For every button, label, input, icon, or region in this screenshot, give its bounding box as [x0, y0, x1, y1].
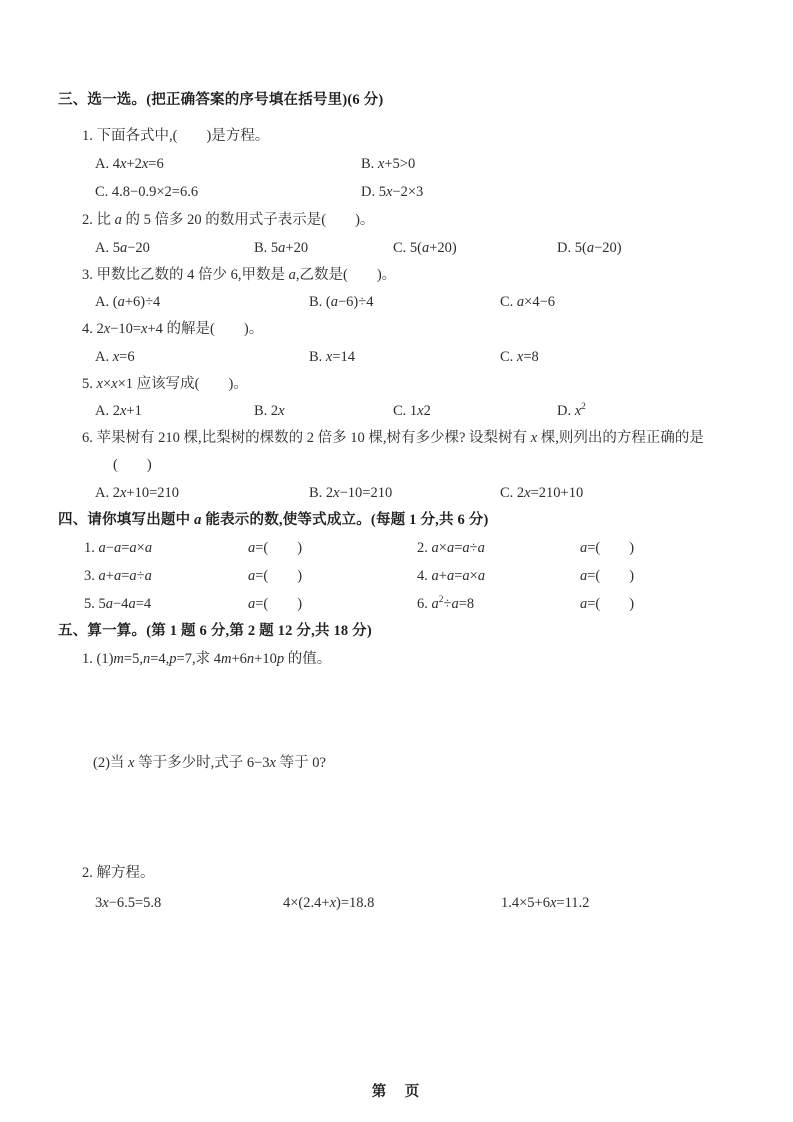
q4-option-c: C. x=8 — [500, 349, 539, 365]
fill-item-4-answer-blank: a=( ) — [580, 568, 635, 584]
calc-q2-label: 2. 解方程。 — [82, 865, 155, 881]
q6-option-a: A. 2x+10=210 — [95, 485, 180, 501]
q6-options-row — [95, 483, 761, 503]
q6-option-c: C. 2x=210+10 — [500, 485, 584, 501]
calc-q1-part1: 1. (1)m=5,n=4,p=7,求 4m+6n+10p 的值。 — [82, 651, 332, 667]
fill-item-6-equation: 6. $a^2\div a=8$ — [417, 595, 475, 612]
fill-item-1-answer-blank: a=( ) — [248, 540, 303, 556]
q1-option-c: C. 4.8−0.9×2=6.6 — [95, 184, 199, 200]
solve-equation-3: 1.4×5+6x=11.2 — [501, 895, 590, 911]
q1-stem: 1. 下面各式中,( )是方程。 — [82, 128, 270, 144]
q3-option-a: A. (a+6)÷4 — [95, 294, 161, 310]
q1-options-row-1 — [95, 154, 761, 174]
fill-row-3 — [84, 594, 762, 614]
section-five-title: 五、算一算。(第 1 题 6 分,第 2 题 12 分,共 18 分) — [58, 623, 372, 639]
fill-item-3-answer-blank: a=( ) — [248, 568, 303, 584]
q1-option-b: B. x+5>0 — [361, 156, 416, 172]
fill-item-2-answer-blank: a=( ) — [580, 540, 635, 556]
q3-option-b: B. (a−6)÷4 — [309, 294, 374, 310]
q6-stem: 6. 苹果树有 210 棵,比梨树的棵数的 2 倍多 10 棵,树有多少棵? 设梨树有 x 棵,则列出的方程正确的是 — [82, 430, 704, 446]
solve-equation-1: 3x−6.5=5.8 — [95, 895, 162, 911]
q3-options-row — [95, 292, 761, 312]
q3-option-c: C. a×4−6 — [500, 294, 556, 310]
q5-option-b: B. 2x — [254, 403, 285, 419]
q1-option-a: A. 4x+2x=6 — [95, 156, 164, 172]
q4-option-a: A. x=6 — [95, 349, 135, 365]
fill-item-3-equation: 3. a+a=a÷a — [84, 568, 152, 584]
fill-row-1 — [84, 538, 762, 558]
solve-equations-row — [95, 893, 761, 913]
q4-stem: 4. 2x−10=x+4 的解是( )。 — [82, 321, 264, 337]
fill-row-2 — [84, 566, 762, 586]
q2-option-b: B. 5a+20 — [254, 240, 309, 256]
fill-item-5-answer-blank: a=( ) — [248, 596, 303, 612]
fill-item-2-equation: 2. a×a=a÷a — [417, 540, 485, 556]
fill-item-4-equation: 4. a+a=a×a — [417, 568, 486, 584]
q5-option-d: D. $x^2$ — [557, 402, 586, 419]
q5-stem: 5. x×x×1 应该写成( )。 — [82, 376, 248, 392]
q1-option-d: D. 5x−2×3 — [361, 184, 424, 200]
section-four-title: 四、请你填写出题中 a 能表示的数,使等式成立。(每题 1 分,共 6 分) — [58, 512, 489, 528]
q2-options-row — [95, 238, 761, 258]
q5-option-c: C. 1x2 — [393, 403, 431, 419]
q2-option-d: D. 5(a−20) — [557, 240, 622, 256]
fill-item-1-equation: 1. a−a=a×a — [84, 540, 153, 556]
q2-option-a: A. 5a−20 — [95, 240, 150, 256]
q4-option-b: B. x=14 — [309, 349, 356, 365]
section-three-title: 三、选一选。(把正确答案的序号填在括号里)(6 分) — [58, 92, 384, 108]
q2-option-c: C. 5(a+20) — [393, 240, 457, 256]
solve-equation-2: 4×(2.4+x)=18.8 — [283, 895, 375, 911]
q1-options-row-2 — [95, 182, 761, 202]
q2-stem: 2. 比 a 的 5 倍多 20 的数用式子表示是( )。 — [82, 212, 375, 228]
q5-options-row — [95, 401, 761, 421]
page-footer: 第 页 — [371, 1084, 422, 1100]
fill-item-5-equation: 5. 5a−4a=4 — [84, 596, 152, 612]
q4-options-row — [95, 347, 761, 367]
fill-item-6-answer-blank: a=( ) — [580, 596, 635, 612]
q3-stem: 3. 甲数比乙数的 4 倍少 6,甲数是 a,乙数是( )。 — [82, 267, 397, 283]
calc-q1-part2: (2)当 x 等于多少时,式子 6−3x 等于 0? — [93, 755, 326, 771]
q5-option-a: A. 2x+1 — [95, 403, 142, 419]
q6-answer-blank: ( ) — [113, 457, 152, 473]
q6-option-b: B. 2x−10=210 — [309, 485, 393, 501]
